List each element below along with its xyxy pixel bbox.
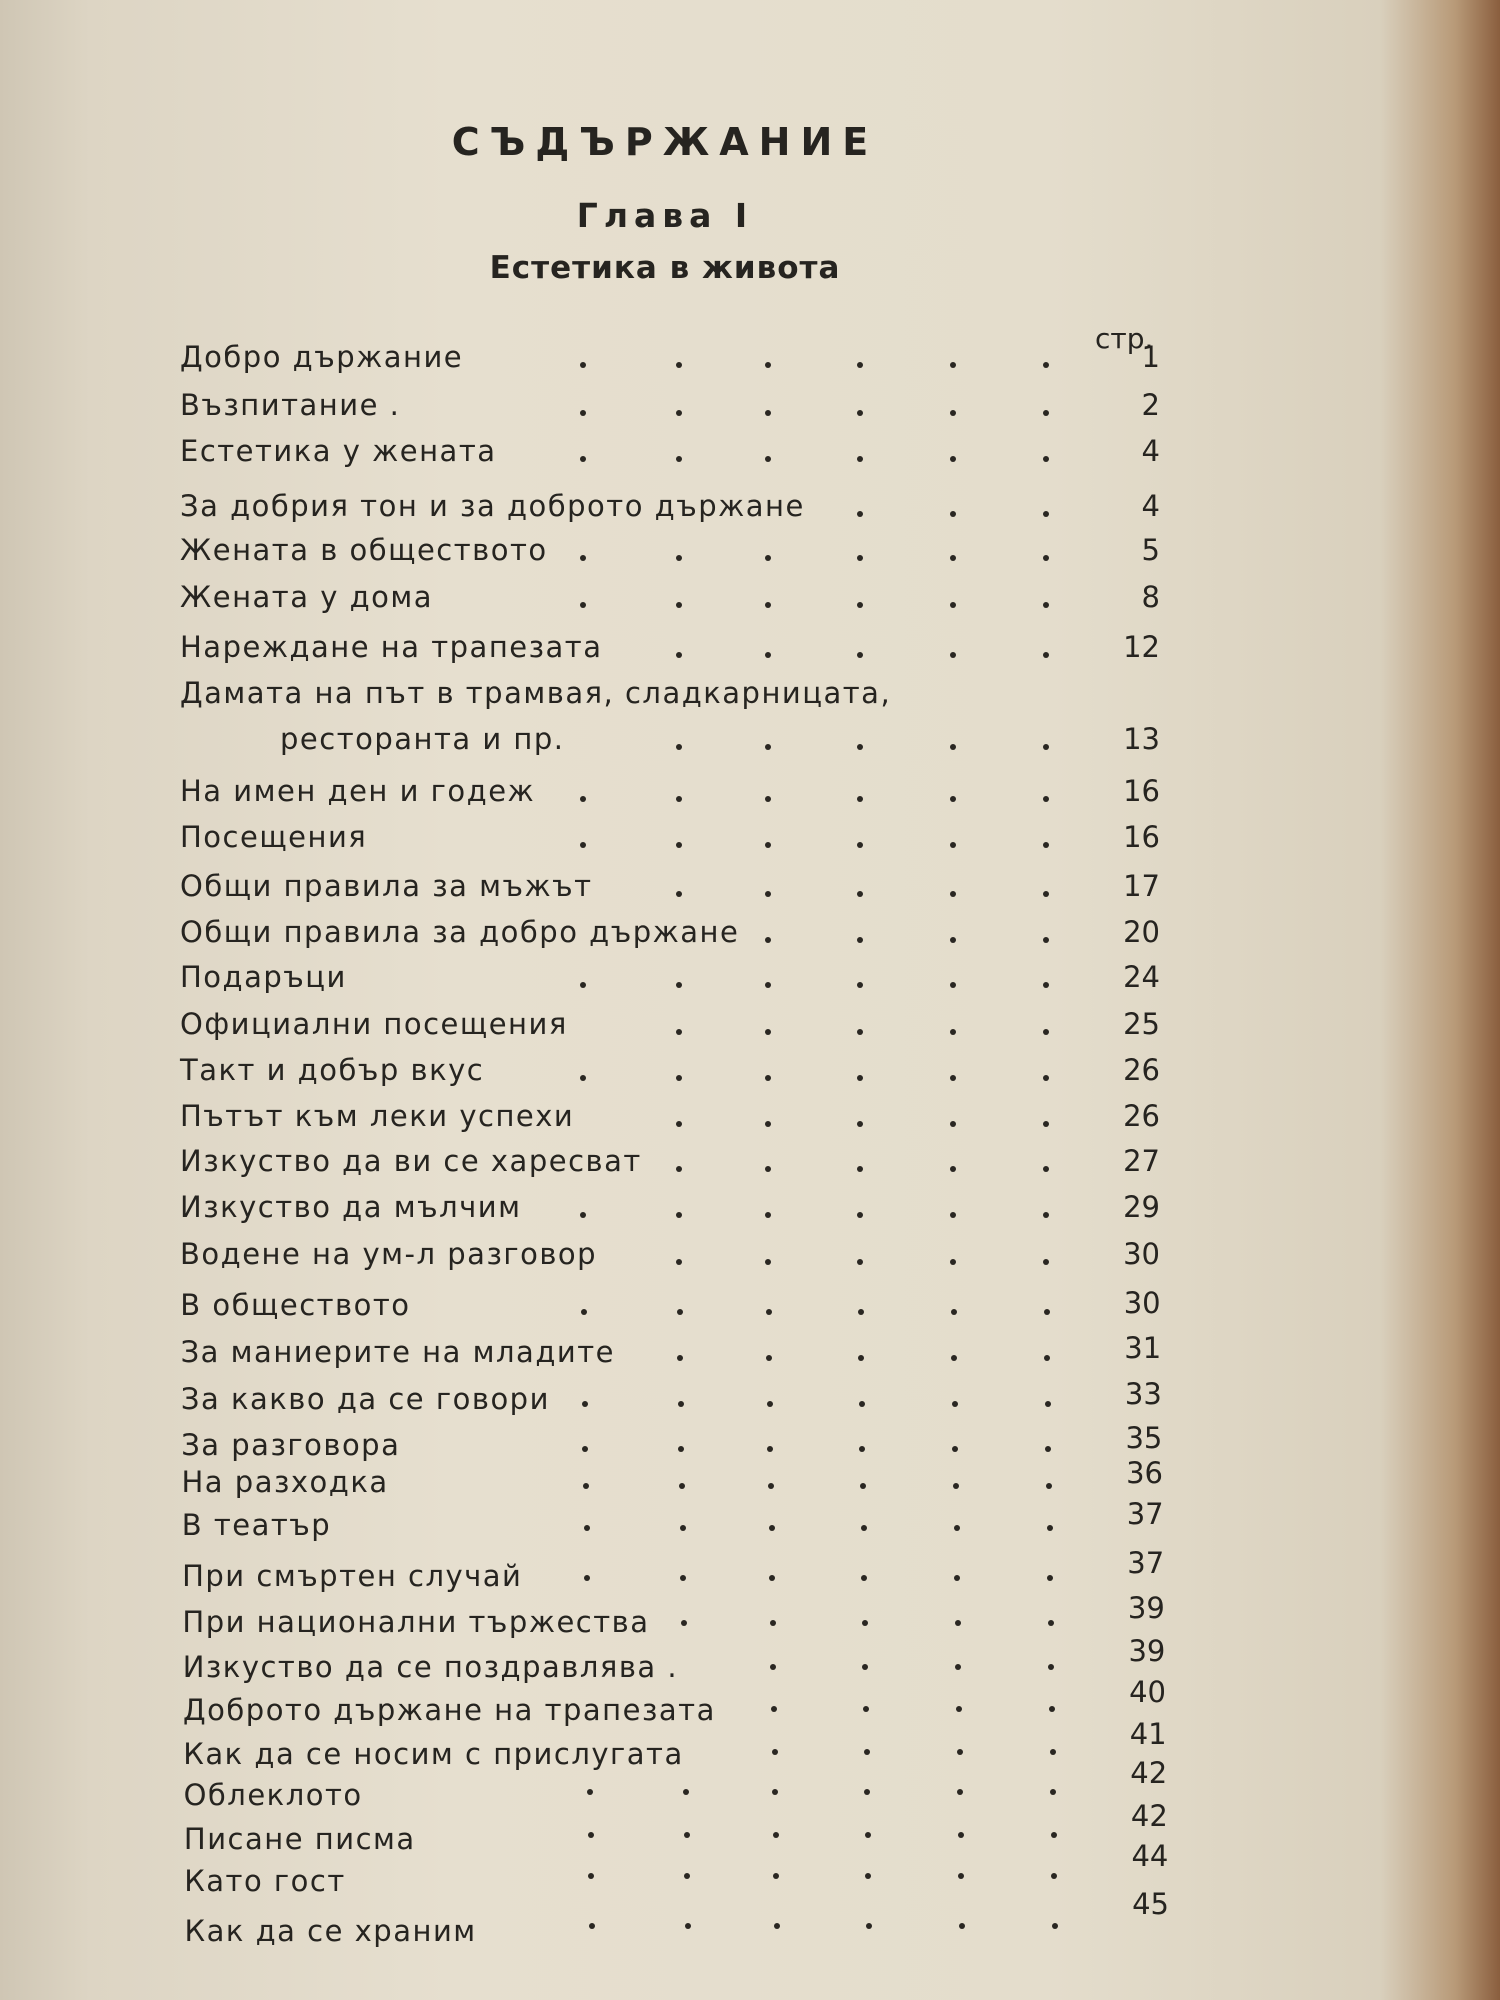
toc-entry-title: Изкуство да мълчим (180, 1190, 522, 1224)
leader-dot (857, 555, 863, 561)
leader-dot (950, 796, 956, 802)
leader-dot (1043, 410, 1049, 416)
toc-entry-title: Писане писма (183, 1822, 416, 1856)
toc-entry-title: Облеклото (183, 1778, 363, 1812)
leader-dot (580, 410, 586, 416)
leader-dot (765, 1075, 771, 1081)
toc-entry-page: 30 (1123, 1237, 1160, 1271)
leader-dot (865, 1832, 871, 1838)
leader-dot (588, 1832, 594, 1838)
toc-entry-page: 26 (1123, 1099, 1160, 1133)
leader-dot (1048, 1620, 1054, 1626)
leader-dot (680, 1525, 686, 1531)
toc-entry-page: 39 (1127, 1590, 1165, 1625)
toc-entry-page: 25 (1123, 1007, 1160, 1041)
leader-dot (1043, 842, 1049, 848)
leader-dot (950, 362, 956, 368)
leader-dot (1043, 1029, 1049, 1035)
toc-entry-title: За разговора (181, 1428, 401, 1462)
toc-entry-page: 37 (1126, 1497, 1164, 1532)
leader-dot (857, 602, 863, 608)
leader-dot (866, 1923, 872, 1929)
toc-entry-title: Общи правила за добро държане (180, 915, 740, 949)
toc-entry-page: 39 (1128, 1633, 1166, 1668)
leader-dot (861, 1575, 867, 1581)
leader-dot (950, 511, 956, 517)
toc-entry-title: Нареждане на трапезата (180, 630, 603, 664)
leader-dot (950, 1166, 956, 1172)
leader-dot (1043, 744, 1049, 750)
leader-dot (676, 362, 682, 368)
leader-dot (857, 891, 863, 897)
leader-dot (684, 1832, 690, 1838)
leader-dot (1047, 1525, 1053, 1531)
leader-dot (958, 1873, 964, 1879)
leader-dot (676, 410, 682, 416)
leader-dot (950, 937, 956, 943)
leader-dot (857, 1259, 863, 1265)
leader-dot (857, 1121, 863, 1127)
toc-entry-page: 44 (1131, 1838, 1169, 1873)
leader-dot (580, 362, 586, 368)
toc-entry-title: Дамата на път в трамвая, сладкарницата, (180, 676, 892, 710)
toc-entry-title: На разходка (181, 1465, 389, 1499)
leader-dot (1043, 1212, 1049, 1218)
chapter-title: Естетика в живота (489, 250, 841, 286)
leader-dot (953, 1483, 959, 1489)
leader-dot (950, 744, 956, 750)
leader-dot (765, 1212, 771, 1218)
toc-entry-page: 30 (1123, 1286, 1161, 1321)
leader-dot (765, 1029, 771, 1035)
leader-dot (1043, 937, 1049, 943)
leader-dot (1052, 1923, 1058, 1929)
leader-dot (676, 1029, 682, 1035)
leader-dot (950, 602, 956, 608)
leader-dot (865, 1873, 871, 1879)
leader-dot (580, 602, 586, 608)
leader-dot (955, 1620, 961, 1626)
leader-dot (681, 1620, 687, 1626)
leader-dot (584, 1575, 590, 1581)
leader-dot (583, 1483, 589, 1489)
leader-dot (774, 1923, 780, 1929)
leader-dot (676, 652, 682, 658)
leader-dot (857, 842, 863, 848)
toc-entry-title: Изкуство да ви се харесват (180, 1144, 642, 1178)
leader-dot (676, 744, 682, 750)
leader-dot (676, 891, 682, 897)
leader-dot (858, 1309, 864, 1315)
leader-dot (584, 1525, 590, 1531)
toc-entry-title: Посещения (180, 820, 368, 854)
leader-dot (857, 1212, 863, 1218)
leader-dot (765, 744, 771, 750)
leader-dot (769, 1575, 775, 1581)
leader-dot (680, 1575, 686, 1581)
leader-dot (765, 410, 771, 416)
leader-dot (772, 1749, 778, 1755)
toc-entry-page: 24 (1123, 960, 1160, 994)
toc-entry-page: 37 (1127, 1546, 1165, 1581)
leader-dot (950, 1121, 956, 1127)
leader-dot (676, 982, 682, 988)
leader-dot (857, 982, 863, 988)
leader-dot (765, 1259, 771, 1265)
leader-dot (1046, 1483, 1052, 1489)
leader-dot (1043, 1075, 1049, 1081)
toc-entry-page: 20 (1123, 915, 1160, 949)
leader-dot (857, 652, 863, 658)
toc-entry-page: 16 (1123, 820, 1160, 854)
leader-dot (1043, 362, 1049, 368)
leader-dot (580, 842, 586, 848)
leader-dot (766, 1309, 772, 1315)
toc-entry-page: 4 (1141, 489, 1160, 523)
leader-dot (676, 1121, 682, 1127)
leader-dot (1043, 555, 1049, 561)
leader-dot (950, 1075, 956, 1081)
toc-entry-page: 12 (1123, 630, 1160, 664)
leader-dot (765, 982, 771, 988)
leader-dot (676, 1259, 682, 1265)
toc-entry-title: При смъртен случай (182, 1559, 523, 1593)
leader-dot (676, 1212, 682, 1218)
toc-entry-page: 2 (1141, 388, 1160, 422)
leader-dot (765, 937, 771, 943)
toc-entry-title: Като гост (184, 1864, 346, 1898)
leader-dot (765, 362, 771, 368)
leader-dot (1043, 511, 1049, 517)
toc-entry-title: За маниерите на младите (180, 1335, 615, 1369)
leader-dot (770, 1620, 776, 1626)
leader-dot (950, 891, 956, 897)
toc-entry-page: 42 (1130, 1756, 1168, 1791)
toc-entry-page: 42 (1130, 1798, 1168, 1833)
leader-dot (588, 1873, 594, 1879)
leader-dot (580, 796, 586, 802)
leader-dot (765, 1121, 771, 1127)
toc-entry-page: 16 (1123, 774, 1160, 808)
toc-entry-title: Такт и добър вкус (180, 1053, 485, 1087)
leader-dot (857, 744, 863, 750)
toc-entry-page: 31 (1124, 1331, 1162, 1366)
toc-entry-title: Възпитание . (180, 388, 401, 422)
toc-entry-title: Жената у дома (180, 580, 434, 614)
toc-entry-title: В обществото (180, 1288, 411, 1322)
leader-dot (765, 1166, 771, 1172)
toc-entry-page: 40 (1129, 1675, 1166, 1709)
leader-dot (959, 1923, 965, 1929)
toc-entry-title: В театър (181, 1508, 332, 1542)
leader-dot (862, 1620, 868, 1626)
leader-dot (765, 456, 771, 462)
toc-entry-page: 26 (1123, 1053, 1160, 1087)
leader-dot (954, 1575, 960, 1581)
leader-dot (857, 511, 863, 517)
leader-dot (677, 1309, 683, 1315)
toc-entry-title: Как да се носим с прислугата (183, 1737, 684, 1771)
leader-dot (771, 1706, 777, 1712)
toc-entry-page: 8 (1141, 580, 1160, 614)
leader-dot (676, 602, 682, 608)
toc-entry-title: Подаръци (180, 960, 347, 994)
leader-dot (950, 1259, 956, 1265)
leader-dot (1043, 456, 1049, 462)
leader-dot (581, 1309, 587, 1315)
toc-entry-page: 27 (1123, 1144, 1160, 1178)
leader-dot (765, 891, 771, 897)
leader-dot (857, 796, 863, 802)
toc-entry-title: Добро държание (180, 340, 464, 374)
leader-dot (676, 456, 682, 462)
toc-entry-page: 13 (1123, 722, 1160, 756)
leader-dot (580, 1075, 586, 1081)
toc-entry-title: Доброто държане на трапезата (183, 1693, 716, 1727)
leader-dot (860, 1483, 866, 1489)
toc-entry-page: 1 (1141, 340, 1160, 374)
leader-dot (857, 1166, 863, 1172)
toc-entry-title: На имен ден и годеж (180, 774, 536, 808)
toc-entry-title: Как да се храним (184, 1914, 477, 1948)
leader-dot (580, 982, 586, 988)
toc-entry-page: 33 (1124, 1376, 1162, 1411)
toc-entry-page: 36 (1126, 1456, 1163, 1490)
leader-dot (580, 1212, 586, 1218)
toc-entry-page: 17 (1123, 869, 1160, 903)
leader-dot (765, 602, 771, 608)
leader-dot (765, 842, 771, 848)
leader-dot (857, 362, 863, 368)
leader-dot (1047, 1575, 1053, 1581)
toc-entry-title: Официални посещения (180, 1007, 568, 1041)
leader-dot (765, 796, 771, 802)
leader-dot (956, 1706, 962, 1712)
leader-dot (1050, 1749, 1056, 1755)
leader-dot (857, 937, 863, 943)
toc-entry-title: Общи правила за мъжът (180, 869, 593, 903)
leader-dot (950, 842, 956, 848)
toc-entry-title: При национални тържества (182, 1605, 650, 1639)
leader-dot (857, 1029, 863, 1035)
leader-dot (1051, 1873, 1057, 1879)
toc-entry-page: 29 (1123, 1190, 1160, 1224)
leader-dot (951, 1309, 957, 1315)
leader-dot (857, 410, 863, 416)
leader-dot (1043, 891, 1049, 897)
leader-dot (857, 456, 863, 462)
leader-dot (950, 1029, 956, 1035)
leader-dot (1043, 1121, 1049, 1127)
leader-dot (1049, 1706, 1055, 1712)
leader-dot (863, 1706, 869, 1712)
leader-dot (1051, 1832, 1057, 1838)
leader-dot (676, 842, 682, 848)
leader-dot (857, 1075, 863, 1081)
page-column-label: стр. (1095, 322, 1154, 355)
leader-dot (580, 456, 586, 462)
toc-entry-title: Жената в обществото (180, 533, 548, 567)
leader-dot (768, 1483, 774, 1489)
toc-entry-title: Водене на ум-л разговор (180, 1237, 598, 1271)
leader-dot (1043, 652, 1049, 658)
page-title: СЪДЪРЖАНИЕ (451, 120, 879, 164)
leader-dot (685, 1923, 691, 1929)
leader-dot (765, 652, 771, 658)
leader-dot (1043, 982, 1049, 988)
leader-dot (580, 555, 586, 561)
leader-dot (958, 1832, 964, 1838)
toc-entry-title: Пътът към леки успехи (180, 1099, 575, 1133)
leader-dot (684, 1873, 690, 1879)
leader-dot (765, 555, 771, 561)
toc-entry-title-continued: ресторанта и пр. (280, 722, 565, 756)
leader-dot (1043, 1166, 1049, 1172)
leader-dot (679, 1483, 685, 1489)
leader-dot (861, 1525, 867, 1531)
toc-entry-title: За добрия тон и за доброто държане (180, 489, 805, 523)
leader-dot (957, 1749, 963, 1755)
toc-entry-title: За какво да се говори (180, 1382, 550, 1416)
toc-entry-page: 4 (1141, 434, 1160, 468)
toc-entry-title: Изкуство да се поздравлява . (182, 1650, 679, 1684)
toc-entry-page: 35 (1125, 1420, 1163, 1455)
toc-entry-page: 5 (1141, 533, 1160, 567)
leader-dot (950, 652, 956, 658)
leader-dot (950, 555, 956, 561)
leader-dot (589, 1923, 595, 1929)
leader-dot (1043, 796, 1049, 802)
toc-entry-page: 41 (1129, 1717, 1167, 1752)
leader-dot (1043, 602, 1049, 608)
leader-dot (954, 1525, 960, 1531)
leader-dot (676, 796, 682, 802)
toc-entry-title: Естетика у жената (180, 434, 497, 468)
leader-dot (676, 1075, 682, 1081)
leader-dot (950, 456, 956, 462)
leader-dot (1043, 1259, 1049, 1265)
leader-dot (676, 555, 682, 561)
leader-dot (1044, 1309, 1050, 1315)
leader-dot (950, 982, 956, 988)
leader-dot (773, 1873, 779, 1879)
leader-dot (950, 410, 956, 416)
chapter-label: Глава I (576, 196, 754, 235)
toc-entry-page: 45 (1132, 1887, 1169, 1921)
leader-dot (864, 1749, 870, 1755)
leader-dot (676, 1166, 682, 1172)
leader-dot (950, 1212, 956, 1218)
leader-dot (773, 1832, 779, 1838)
leader-dot (769, 1525, 775, 1531)
